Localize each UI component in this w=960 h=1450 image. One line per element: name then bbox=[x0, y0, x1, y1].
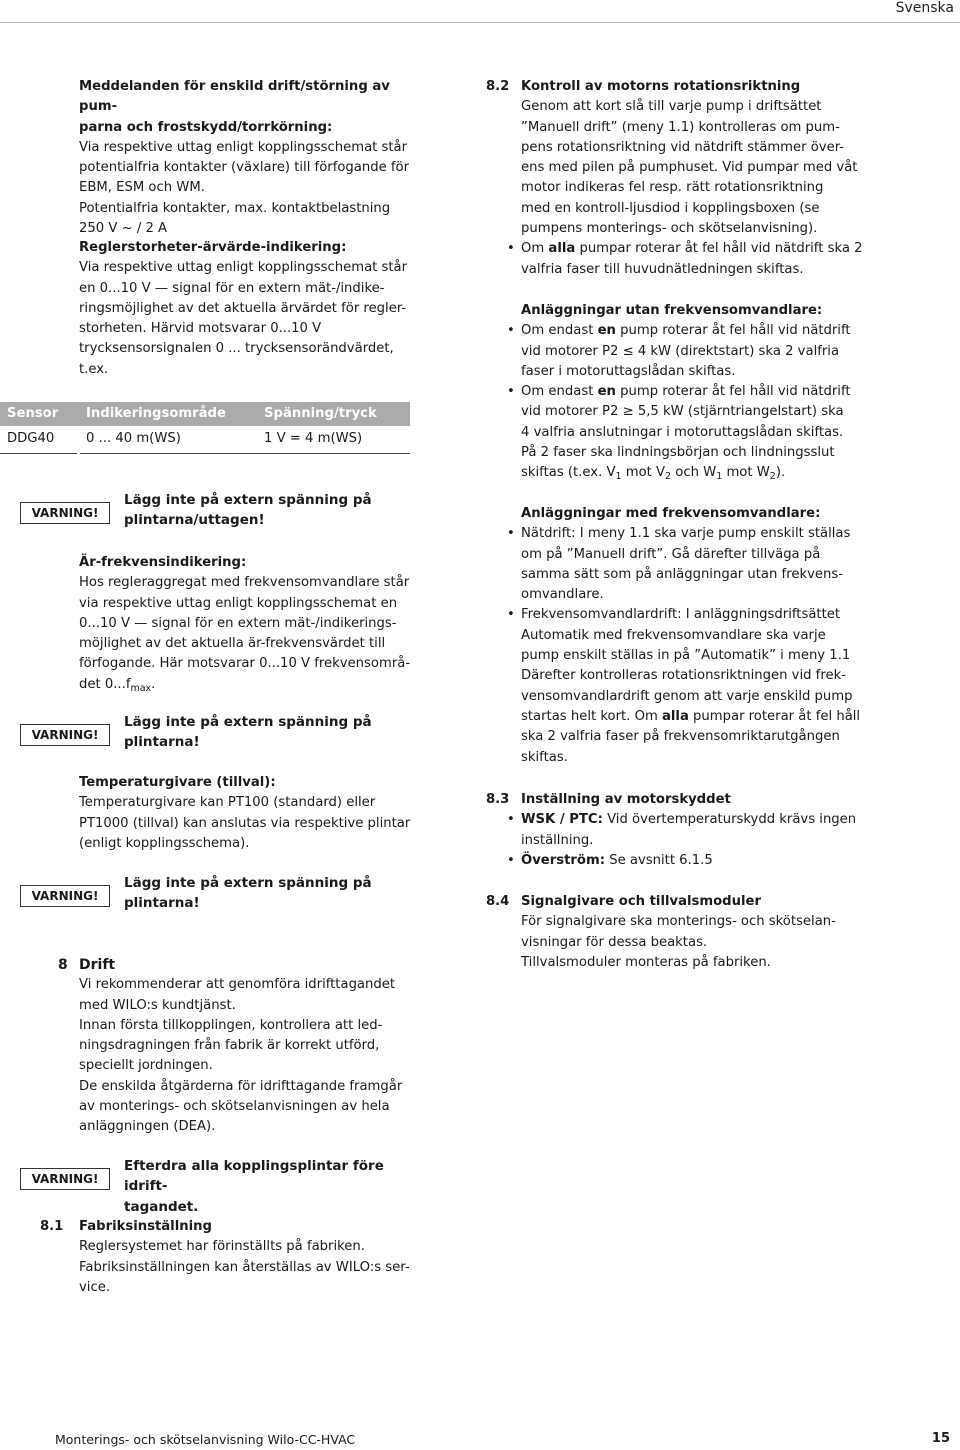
section-8-2-body: Genom att kort slå till varje pump i driftsättet ”Manuell drift” (meny 1.1) kontrolleras om pum- pens rotationsriktning vid nätdrift stämmer över- ens med pilen på pumphuset. Vid pumpar med våt motor indikeras fel resp. rätt rotationsriktning med en kontroll-ljusdiod i kopplingsboxen (se pumpens monterings- och skötselanvisning). bbox=[521, 99, 858, 237]
section-8-4 bbox=[521, 892, 866, 973]
bullet-text: pump roterar åt fel håll vid nätdrift vid motorer P2 ≥ 5,5 kW (stjärntriangelstart) ska 4 valfria anslutningar i motoruttagslådan skiftas. På 2 faser ska lindningsbörjan och lindningsslut skiftas (t.ex. V bbox=[521, 384, 851, 481]
warning-2 bbox=[20, 712, 420, 782]
table-cell: 0 ... 40 m(WS) bbox=[86, 431, 181, 446]
section-8-2-title: Kontroll av motorns rotationsriktning bbox=[521, 79, 801, 94]
no-freq-heading: Anläggningar utan frekvensomvandlare: bbox=[521, 303, 823, 318]
freq-heading: Är-frekvensindikering: bbox=[79, 555, 247, 570]
bullet-text: och W bbox=[671, 465, 717, 481]
with-freq-section bbox=[521, 504, 866, 768]
with-freq-list bbox=[521, 524, 866, 768]
messages-heading: Meddelanden för enskild drift/störning av pum- parna och frostskydd/torrkörning: bbox=[79, 79, 390, 135]
subscript: 1 bbox=[615, 471, 622, 483]
table-row bbox=[0, 426, 410, 454]
warning-label: VARNING! bbox=[20, 1168, 110, 1190]
section-8-3-list bbox=[521, 810, 866, 871]
freq-body bbox=[79, 573, 424, 695]
table-header bbox=[0, 402, 410, 426]
list-item bbox=[521, 321, 866, 382]
section-8-2 bbox=[521, 77, 866, 280]
bullet-text: pumpar roterar åt fel håll ska 2 valfria faser på frekvensomriktarutgången skiftas. bbox=[521, 708, 861, 765]
with-freq-heading: Anläggningar med frekvensomvandlare: bbox=[521, 506, 821, 521]
footer-doc-title: Monterings- och skötselanvisning Wilo-CC-HVAC bbox=[55, 1432, 356, 1447]
bullet-text: pump roterar åt fel håll vid nätdrift vid motorer P2 ≤ 4 kW (direktstart) ska 2 valfria faser i motoruttagslådan skiftas. bbox=[521, 323, 851, 379]
bullet-text: pumpar roterar åt fel håll vid nätdrift ska 2 valfria faser till huvudnätledningen skiftas. bbox=[521, 241, 863, 277]
messages-section bbox=[79, 77, 424, 239]
bullet-emphasis: alla bbox=[548, 241, 576, 257]
section-8-1-number: 8.1 bbox=[40, 1219, 64, 1234]
control-section bbox=[79, 238, 424, 380]
subscript: 1 bbox=[716, 471, 723, 483]
bullet-emphasis: en bbox=[597, 323, 616, 339]
temp-heading: Temperaturgivare (tillval): bbox=[79, 775, 276, 790]
control-body: Via respektive uttag enligt kopplingsschemat står en 0...10 V — signal för en extern mät-/indike- ringsmöjlighet av det aktuella ärvärdet för regler- storheten. Härvid motsvarar 0...10 V trycksensorsignalen 0 ... trycksensorändvärdet, t.ex. bbox=[79, 260, 408, 377]
section-8-4-number: 8.4 bbox=[486, 894, 510, 909]
section-8-2-list bbox=[521, 239, 866, 280]
section-8-3 bbox=[521, 790, 866, 871]
list-item bbox=[521, 382, 866, 483]
warning-label: VARNING! bbox=[20, 724, 110, 746]
subscript: 2 bbox=[665, 471, 672, 483]
section-8-body: Vi rekommenderar att genomföra idrifttagandet med WILO:s kundtjänst. Innan första tillkopplingen, kontrollera att led- ningsdragningen från fabrik är korrekt utförd, speciellt jordningen. De enskilda åtgärderna för idrifttagande framgår av monterings- och skötselanvisningen av hela anläggningen (DEA). bbox=[79, 977, 403, 1135]
freq-section bbox=[79, 553, 424, 695]
section-8-number: 8 bbox=[58, 957, 68, 973]
freq-body-text: Hos regleraggregat med frekvensomvandlare står via respektive uttag enligt kopplingsschemat en 0...10 V — signal för en extern mät-/indikerings- möjlighet av det aktuella är-frekvensvärdet till förfogande. Här motsvarar 0...10 V frekvensområ- det 0...f bbox=[79, 575, 411, 692]
temp-section bbox=[79, 773, 424, 854]
section-8-4-title: Signalgivare och tillvalsmoduler bbox=[521, 894, 761, 909]
table-cell: DDG40 bbox=[7, 431, 55, 446]
warning-label: VARNING! bbox=[20, 502, 110, 524]
freq-subscript: max bbox=[130, 682, 152, 694]
bullet-text: Se avsnitt 6.1.5 bbox=[605, 852, 713, 868]
header-rule bbox=[0, 22, 960, 23]
warning-4 bbox=[20, 1156, 420, 1226]
temp-body: Temperaturgivare kan PT100 (standard) eller PT1000 (tillval) kan anslutas via respektive plintar (enligt kopplingsschema). bbox=[79, 795, 411, 851]
table-header-sensor: Sensor bbox=[7, 406, 59, 421]
list-item bbox=[521, 605, 866, 767]
messages-body: Via respektive uttag enligt kopplingsschemat står potentialfria kontakter (växlare) till förfogande för EBM, ESM och WM. Potentialfria kontakter, max. kontaktbelastning 250 V ~ / 2 A bbox=[79, 139, 410, 237]
section-8-title: Drift bbox=[79, 957, 116, 973]
section-8 bbox=[79, 955, 424, 1138]
bullet-text: Om endast bbox=[521, 323, 598, 339]
bullet-text: mot V bbox=[621, 465, 666, 481]
section-8-1-body: Reglersystemet har förinställts på fabriken. Fabriksinställningen kan återställas av WILO:s ser- vice. bbox=[79, 1239, 410, 1295]
bullet-emphasis: en bbox=[597, 384, 616, 400]
sensor-table bbox=[0, 402, 410, 454]
section-8-3-number: 8.3 bbox=[486, 792, 510, 807]
warning-label: VARNING! bbox=[20, 885, 110, 907]
header-language: Svenska bbox=[895, 0, 954, 16]
bullet-text: Om bbox=[521, 241, 549, 257]
no-freq-section bbox=[521, 301, 866, 484]
section-8-1-title: Fabriksinställning bbox=[79, 1219, 212, 1234]
section-8-4-body: För signalgivare ska monterings- och skötselan- visningar för dessa beaktas. Tillvalsmoduler monteras på fabriken. bbox=[521, 914, 836, 970]
bullet-text: Vid övertemperaturskydd krävs ingen inställning. bbox=[521, 812, 857, 848]
warning-text: Lägg inte på extern spänning på plintarna! bbox=[124, 875, 372, 912]
section-8-1 bbox=[79, 1217, 424, 1298]
list-item bbox=[521, 810, 866, 851]
table-column-divider bbox=[77, 426, 80, 454]
list-item bbox=[521, 239, 866, 280]
bullet-emphasis: WSK / PTC: bbox=[521, 812, 603, 828]
bullet-text: Frekvensomvandlardrift: I anläggningsdriftsättet Automatik med frekvensomvandlare ska varje pump enskilt ställas in på ”Automatik” i meny 1.1 Därefter kontrolleras rotationsriktningen vid frek- vensomvandlardrift genom att varje enskild pump startas helt kort. Om bbox=[521, 607, 853, 724]
bullet-emphasis: Överström: bbox=[521, 852, 605, 868]
table-header-range: Indikeringsområde bbox=[86, 406, 226, 421]
bullet-text: mot W bbox=[722, 465, 770, 481]
bullet-text: Om endast bbox=[521, 384, 598, 400]
footer-page-number: 15 bbox=[931, 1431, 950, 1446]
control-heading: Reglerstorheter-ärvärde-indikering: bbox=[79, 240, 347, 255]
subscript: 2 bbox=[769, 471, 776, 483]
warning-3 bbox=[20, 873, 420, 943]
table-cell: 1 V = 4 m(WS) bbox=[264, 431, 363, 446]
table-header-voltage: Spänning/tryck bbox=[264, 406, 377, 421]
bullet-emphasis: alla bbox=[662, 708, 689, 724]
warning-text: Lägg inte på extern spänning på plintarna! bbox=[124, 714, 372, 751]
section-8-2-number: 8.2 bbox=[486, 79, 510, 94]
section-8-3-title: Inställning av motorskyddet bbox=[521, 792, 731, 807]
list-item: • Nätdrift: I meny 1.1 ska varje pump enskilt ställas om på ”Manuell drift”. Gå därefter tillväga på samma sätt som på anläggningar utan frekvens- omvandlare. bbox=[521, 524, 866, 605]
list-item bbox=[521, 851, 866, 871]
warning-1 bbox=[20, 490, 420, 560]
freq-body-end: . bbox=[151, 676, 156, 692]
warning-text: Lägg inte på extern spänning på plintarna/uttagen! bbox=[124, 492, 372, 529]
bullet-text: ). bbox=[775, 465, 786, 481]
no-freq-list bbox=[521, 321, 866, 483]
warning-text: Efterdra alla kopplingsplintar före idrift- tagandet. bbox=[124, 1158, 384, 1215]
